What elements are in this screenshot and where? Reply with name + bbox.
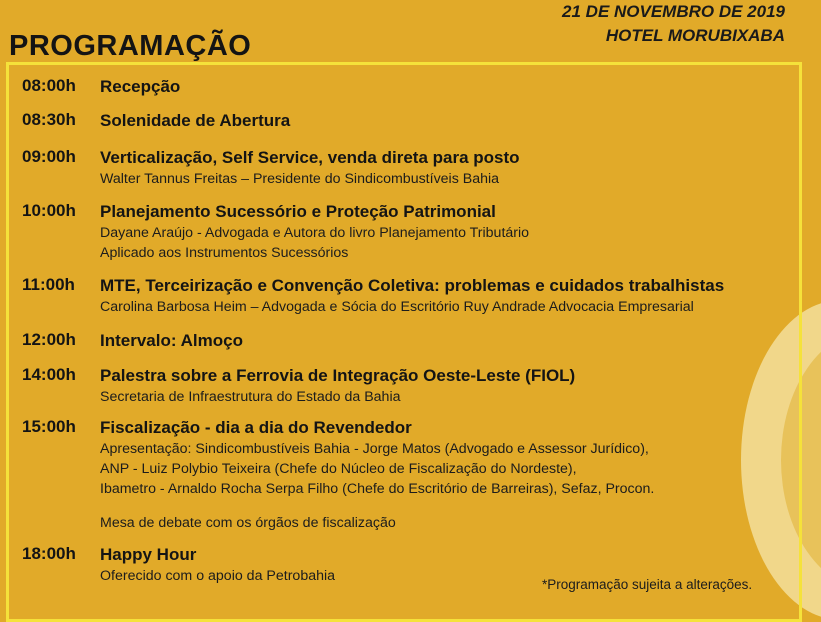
schedule-time: 11:00h	[22, 275, 75, 294]
schedule-title: Intervalo: Almoço	[100, 331, 243, 350]
schedule-time: 09:00h	[22, 147, 76, 166]
page-title: PROGRAMAÇÃO	[9, 30, 252, 62]
schedule-title: Verticalização, Self Service, venda direta para posto	[100, 148, 520, 167]
schedule-detail: Mesa de debate com os órgãos de fiscalização	[100, 515, 396, 531]
schedule-time: 15:00h	[22, 417, 76, 436]
schedule-time: 10:00h	[22, 201, 76, 220]
schedule-time: 08:00h	[22, 76, 76, 95]
schedule-detail: Carolina Barbosa Heim – Advogada e Sócia do Escritório Ruy Andrade Advocacia Empresarial	[100, 299, 694, 315]
schedule-title: Solenidade de Abertura	[100, 111, 291, 130]
schedule-detail: Walter Tannus Freitas – Presidente do Sindicombustíveis Bahia	[100, 171, 500, 187]
event-info	[562, 0, 785, 48]
schedule-detail: Dayane Araújo - Advogada e Autora do livro Planejamento Tributário	[100, 225, 530, 241]
schedule-title: Recepção	[100, 77, 181, 96]
schedule-detail: Ibametro - Arnaldo Rocha Serpa Filho (Chefe do Escritório de Barreiras), Sefaz, Procon.	[100, 481, 655, 497]
schedule-detail: Oferecido com o apoio da Petrobahia	[100, 568, 336, 584]
schedule-title: Planejamento Sucessório e Proteção Patrimonial	[100, 202, 496, 221]
schedule-time: 14:00h	[22, 365, 76, 384]
schedule-title: Palestra sobre a Ferrovia de Integração Oeste-Leste (FIOL)	[100, 366, 576, 385]
schedule-detail: Aplicado aos Instrumentos Sucessórios	[100, 245, 349, 261]
schedule-time: 18:00h	[22, 544, 76, 563]
schedule-title: MTE, Terceirização e Convenção Coletiva: problemas e cuidados trabalhistas	[100, 276, 725, 295]
schedule-detail: Apresentação: Sindicombustíveis Bahia - Jorge Matos (Advogado e Assessor Jurídico),	[100, 441, 649, 457]
schedule-detail: ANP - Luiz Polybio Teixeira (Chefe do Núcleo de Fiscalização do Nordeste),	[100, 461, 577, 477]
schedule-title: Fiscalização - dia a dia do Revendedor	[100, 418, 412, 437]
footnote: *Programação sujeita a alterações.	[542, 577, 753, 592]
schedule-title: Happy Hour	[100, 545, 197, 564]
schedule-time: 08:30h	[22, 110, 76, 129]
event-venue: HOTEL MORUBIXABA	[605, 26, 785, 45]
schedule-time: 12:00h	[22, 330, 76, 349]
schedule-detail: Secretaria de Infraestrutura do Estado da Bahia	[100, 389, 401, 405]
event-date: 21 DE NOVEMBRO DE 2019	[562, 2, 785, 21]
